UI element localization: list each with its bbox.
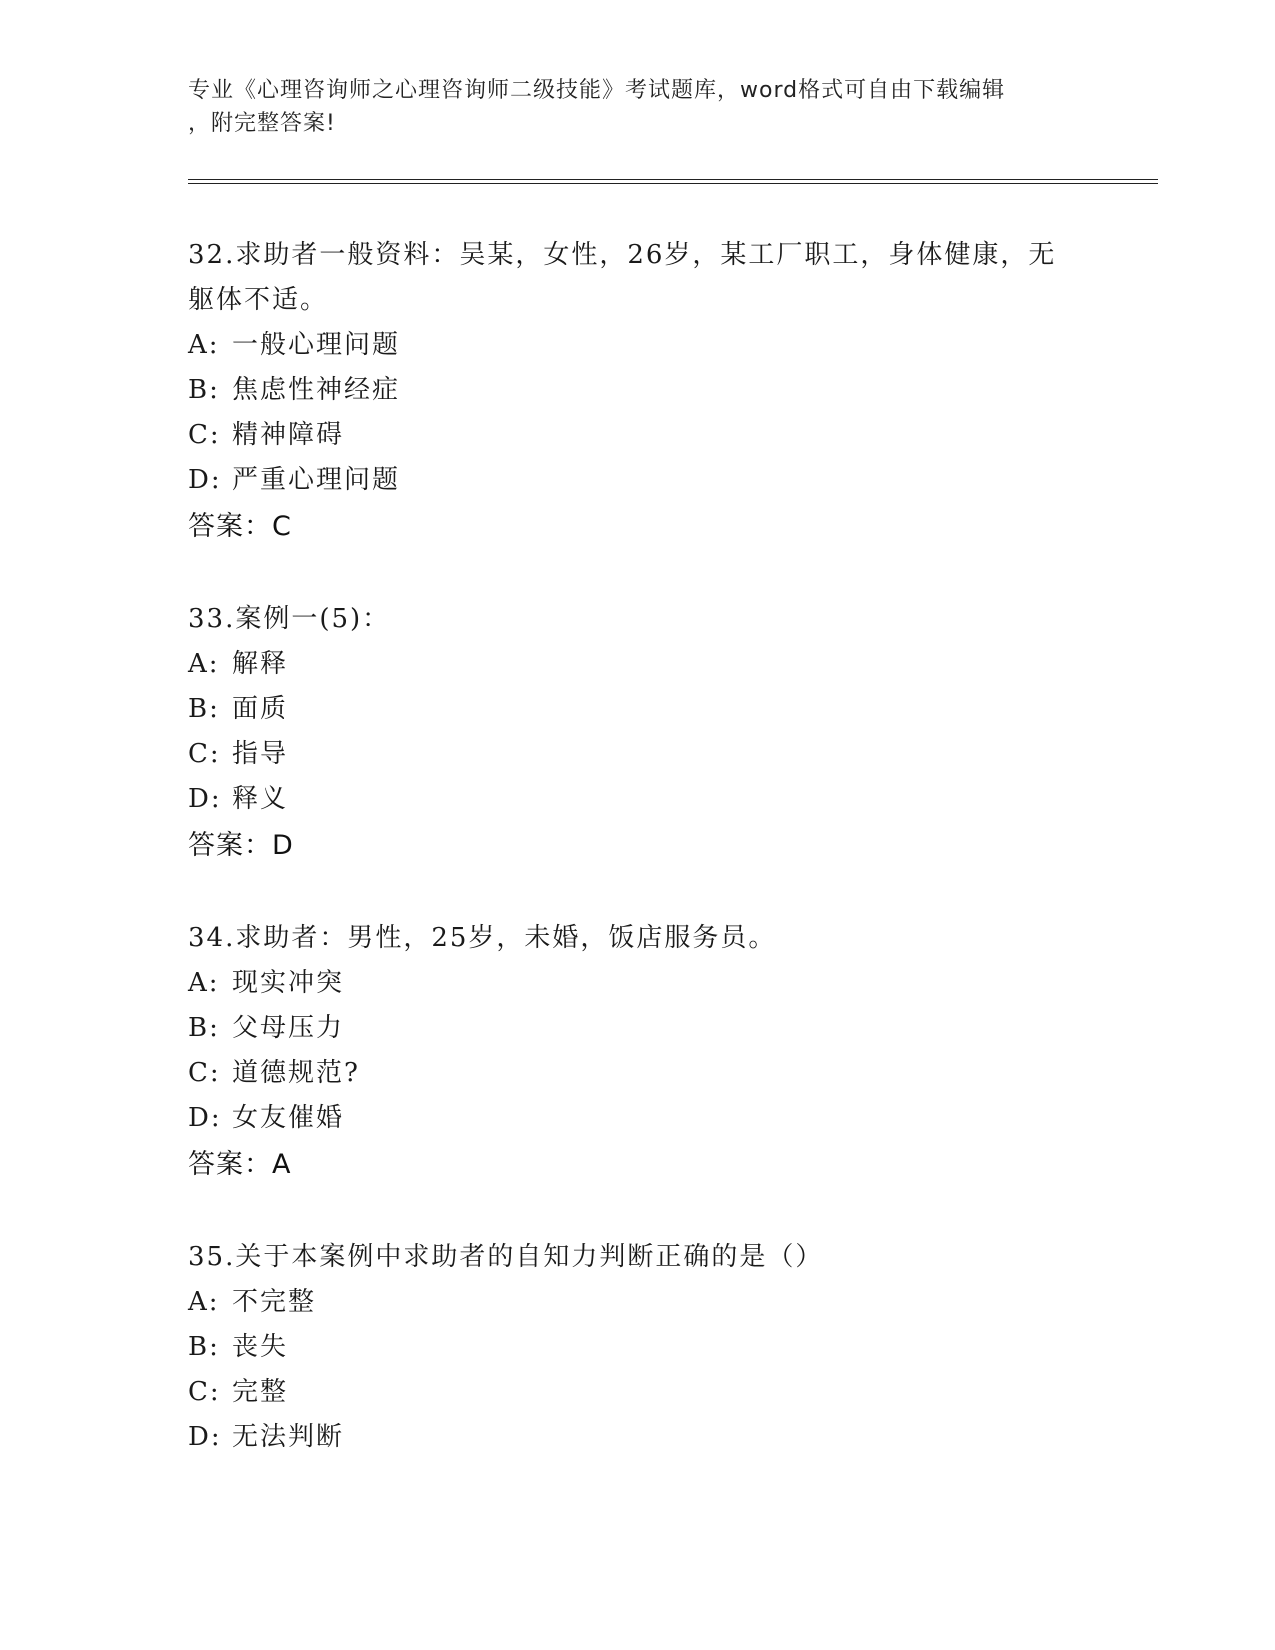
option-a — [188, 642, 1108, 687]
option-letter: A: — [188, 330, 220, 360]
option-d — [188, 1415, 1108, 1460]
option-letter: A: — [188, 649, 220, 679]
option-text: 无法判断 — [232, 1422, 345, 1452]
option-d — [188, 458, 1108, 503]
document-header — [188, 74, 1088, 140]
option-text: 解释 — [232, 649, 289, 679]
option-text: 严重心理问题 — [232, 465, 401, 495]
option-letter: B: — [188, 1013, 220, 1043]
option-letter: D: — [188, 1103, 222, 1133]
option-text: 面质 — [232, 694, 289, 724]
option-c — [188, 1051, 1108, 1096]
option-letter: D: — [188, 1422, 222, 1452]
question-32 — [188, 233, 1108, 550]
option-text: 指导 — [232, 739, 289, 769]
question-stem: 35.关于本案例中求助者的自知力判断正确的是（） — [188, 1242, 824, 1272]
option-letter: D: — [188, 784, 222, 814]
header-divider-top — [188, 179, 1158, 180]
option-text: 丧失 — [232, 1332, 289, 1362]
option-b — [188, 687, 1108, 732]
option-c — [188, 732, 1108, 777]
option-text: 释义 — [232, 784, 289, 814]
option-letter: C: — [188, 1377, 221, 1407]
answer-line: 答案：D — [188, 830, 294, 861]
option-d — [188, 1096, 1108, 1141]
option-text: 不完整 — [232, 1287, 317, 1317]
option-c — [188, 413, 1108, 458]
option-b — [188, 1325, 1108, 1370]
option-letter: A: — [188, 968, 220, 998]
option-a — [188, 323, 1108, 368]
option-letter: B: — [188, 694, 220, 724]
option-c — [188, 1370, 1108, 1415]
option-letter: D: — [188, 465, 222, 495]
option-letter: A: — [188, 1287, 220, 1317]
header-title-line-2: ，附完整答案! — [188, 111, 336, 136]
option-d — [188, 777, 1108, 822]
question-stem: 32.求助者一般资料：吴某，女性，26岁，某工厂职工，身体健康，无 — [188, 240, 1057, 270]
question-stem: 33.案例一(5)： — [188, 604, 391, 634]
option-a — [188, 1280, 1108, 1325]
question-33 — [188, 597, 1108, 869]
question-stem-continued: 躯体不适。 — [188, 285, 329, 315]
header-divider-bottom — [188, 183, 1158, 184]
question-stem: 34.求助者：男性，25岁，未婚，饭店服务员。 — [188, 923, 777, 953]
answer-line: 答案：C — [188, 511, 292, 542]
question-35 — [188, 1235, 1108, 1460]
option-letter: C: — [188, 1058, 221, 1088]
option-b — [188, 368, 1108, 413]
question-list — [188, 233, 1108, 1507]
option-text: 一般心理问题 — [232, 330, 401, 360]
option-text: 焦虑性神经症 — [232, 375, 401, 405]
option-b — [188, 1006, 1108, 1051]
header-title-line-1: 专业《心理咨询师之心理咨询师二级技能》考试题库，word格式可自由下载编辑 — [188, 78, 1006, 103]
option-text: 父母压力 — [232, 1013, 345, 1043]
option-text: 现实冲突 — [232, 968, 345, 998]
option-text: 精神障碍 — [232, 420, 345, 450]
option-letter: B: — [188, 375, 220, 405]
option-text: 完整 — [232, 1377, 289, 1407]
option-text: 女友催婚 — [232, 1103, 345, 1133]
answer-line: 答案：A — [188, 1149, 292, 1180]
question-34 — [188, 916, 1108, 1188]
option-a — [188, 961, 1108, 1006]
option-text: 道德规范? — [232, 1058, 360, 1088]
option-letter: C: — [188, 739, 221, 769]
option-letter: C: — [188, 420, 221, 450]
option-letter: B: — [188, 1332, 220, 1362]
